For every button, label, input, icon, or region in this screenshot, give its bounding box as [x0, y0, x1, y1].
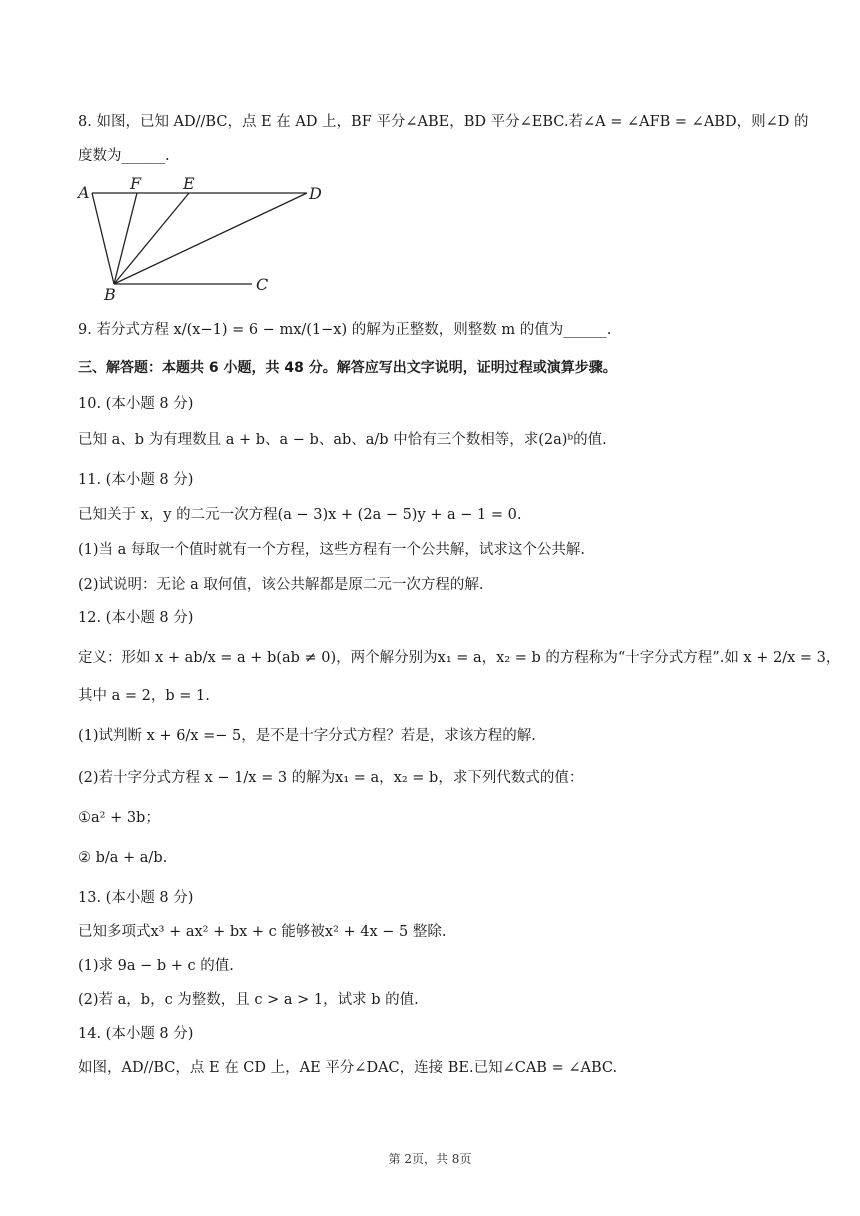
label-D: D	[309, 184, 322, 203]
segment-BD	[114, 193, 307, 284]
problem-14-heading: 14. (本小题 8 分)	[78, 1026, 194, 1042]
problem-10-body: 已知 a、b 为有理数且 a + b、a − b、ab、a/b 中恰有三个数相等，求(2a)ᵇ的值.	[78, 432, 607, 448]
problem-12-part-2a: ①a² + 3b；	[78, 810, 160, 826]
problem-14-body: 如图，AD//BC，点 E 在 CD 上，AE 平分∠DAC，连接 BE.已知∠CAB = ∠ABC.	[78, 1060, 618, 1076]
problem-11-part-2: (2)试说明：无论 a 取何值，该公共解都是原二元一次方程的解.	[78, 577, 484, 593]
problem-10-heading: 10. (本小题 8 分)	[78, 396, 194, 412]
page-footer: 第 2页，共 8页	[388, 1152, 472, 1166]
problem-13-part-1: (1)求 9a − b + c 的值.	[78, 958, 234, 974]
label-C: C	[256, 275, 269, 294]
label-B: B	[104, 285, 116, 302]
label-F: F	[130, 174, 142, 193]
problem-12-part-2b: ② b/a + a/b.	[78, 850, 168, 866]
label-E: E	[183, 174, 195, 193]
problem-12-definition-1: 定义：形如 x + ab/x = a + b(ab ≠ 0)，两个解分别为x₁ = a，x₂ = b 的方程称为“十字分式方程”.如 x + 2/x = 3，	[78, 650, 841, 666]
label-A: A	[78, 183, 90, 202]
problem-8-line-1: 8. 如图，已知 AD//BC，点 E 在 AD 上，BF 平分∠ABE，BD 平分∠EBC.若∠A = ∠AFB = ∠ABD，则∠D 的	[78, 114, 809, 130]
problem-8-line-2: 度数为______.	[78, 148, 170, 164]
problem-12-part-1: (1)试判断 x + 6/x =− 5，是不是十字分式方程？若是，求该方程的解.	[78, 728, 536, 744]
problem-12-part-2: (2)若十字分式方程 x − 1/x = 3 的解为x₁ = a，x₂ = b，求下列代数式的值：	[78, 770, 584, 786]
problem-12-heading: 12. (本小题 8 分)	[78, 610, 194, 626]
problem-13-part-2: (2)若 a，b，c 为整数，且 c > a > 1，试求 b 的值.	[78, 992, 419, 1008]
problem-12-definition-2: 其中 a = 2，b = 1.	[78, 688, 210, 704]
segment-AB	[92, 193, 114, 284]
problem-11-body: 已知关于 x，y 的二元一次方程(a − 3)x + (2a − 5)y + a − 1 = 0.	[78, 507, 522, 523]
problem-11-heading: 11. (本小题 8 分)	[78, 472, 194, 488]
section-3-heading: 三、解答题：本题共 6 小题，共 48 分。解答应写出文字说明，证明过程或演算步骤。	[78, 360, 617, 376]
problem-9: 9. 若分式方程 x/(x−1) = 6 − mx/(1−x) 的解为正整数，则整数 m 的值为______.	[78, 322, 612, 338]
geometry-figure-problem-8	[72, 172, 332, 302]
problem-13-body: 已知多项式x³ + ax² + bx + c 能够被x² + 4x − 5 整除.	[78, 924, 447, 940]
problem-13-heading: 13. (本小题 8 分)	[78, 890, 194, 906]
problem-11-part-1: (1)当 a 每取一个值时就有一个方程，这些方程有一个公共解，试求这个公共解.	[78, 542, 586, 558]
